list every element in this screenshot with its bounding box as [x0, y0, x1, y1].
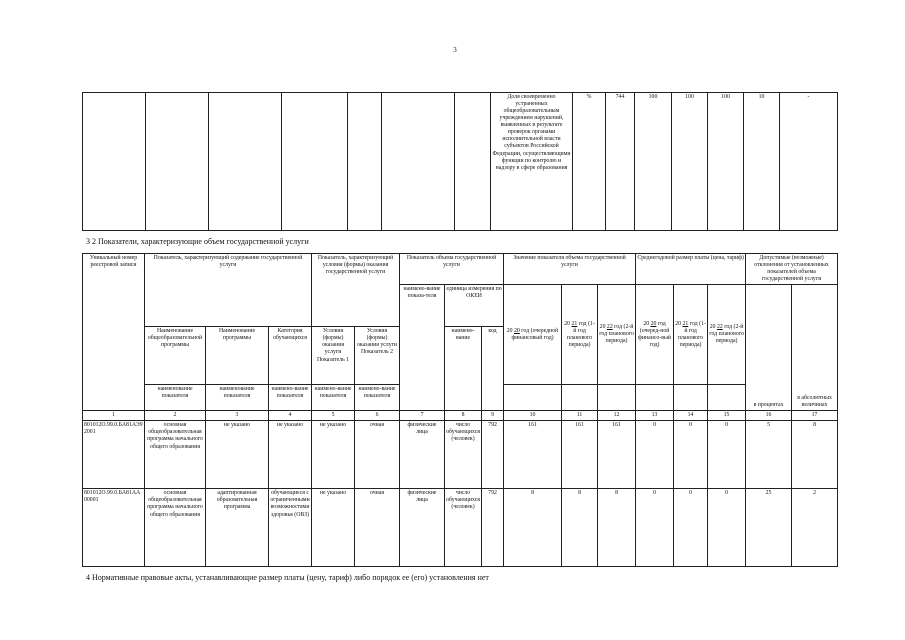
- indicator-name: Доля своевременно устраненных общеобразовательным учреждением нарушений, выявленных в результате проверок органами исполнительной власти субъектов Российской Федерации, осуществляющими функции по контролю и надзору в сфере образования: [491, 93, 573, 231]
- footer-note: 4 Нормативные правовые акты, устанавливающие размер платы (цену, тариф) либо порядок ее (его) установления нет: [86, 573, 489, 582]
- header-pname-4: наимено-вание показателя: [269, 385, 312, 411]
- empty-cell: [146, 93, 209, 231]
- header-sub-5: Условия (формы) оказания услуги Показатель 2: [355, 327, 400, 385]
- header-row-1: [83, 254, 838, 285]
- row-price-y3: 0: [708, 421, 746, 489]
- indicator-value-y3: 100: [708, 93, 744, 231]
- empty-cell: [504, 385, 562, 411]
- header-sub-4: Условия (формы) оказания услуги Показатель 1: [312, 327, 355, 385]
- row-vol-name: физические лица: [400, 489, 445, 567]
- col-number: 11: [562, 411, 598, 421]
- row-unit-name: число обучающихся (человек): [445, 489, 482, 567]
- col-number: 2: [145, 411, 206, 421]
- row-price-y1: 0: [636, 421, 674, 489]
- section-heading: 3 2 Показатели, характеризующие объем государственной услуги: [86, 237, 309, 246]
- header-conditions: Показатель, характеризующий условия (формы) оказания государственной услуги: [312, 254, 400, 327]
- col-number: 16: [746, 411, 792, 421]
- col-number: 4: [269, 411, 312, 421]
- row-program-name: адаптированная образовательная программа: [206, 489, 269, 567]
- header-pname-5: наимено-вание показателя: [312, 385, 355, 411]
- empty-cell: [708, 385, 746, 411]
- page-number: 3: [453, 46, 457, 54]
- row-price-y1: 0: [636, 489, 674, 567]
- header-price-year-1: 20 20 год (очеред-ной финансо-вый год): [636, 285, 674, 385]
- header-value: Значение показателя объема государственной услуги: [504, 254, 636, 285]
- col-number: 3: [206, 411, 269, 421]
- row-reg: 801012О.99.0.БА81АА00001: [83, 489, 145, 567]
- row-value-y1: 161: [504, 421, 562, 489]
- volume-indicators-table: [82, 253, 838, 567]
- indicator-value-y2: 100: [672, 93, 708, 231]
- header-sub-3: Категория обучающихся: [269, 327, 312, 385]
- col-number: 5: [312, 411, 355, 421]
- empty-cell: [674, 385, 708, 411]
- header-year-2: 20 21 год (1-й год планового периода): [562, 285, 598, 385]
- indicator-unit: %: [573, 93, 606, 231]
- header-year-3: 20 22 год (2-й год планового периода): [598, 285, 636, 385]
- indicator-value-y1: 100: [635, 93, 672, 231]
- row-value-y3: 8: [598, 489, 636, 567]
- empty-cell: [348, 93, 382, 231]
- indicator-code: 744: [606, 93, 635, 231]
- header-unit-name: наимено-вание: [445, 327, 482, 411]
- col-number: 1: [83, 411, 145, 421]
- row-value-y3: 161: [598, 421, 636, 489]
- indicator-dev-abs: -: [780, 93, 838, 231]
- header-unit-code: код: [482, 327, 504, 411]
- row-unit-code: 792: [482, 489, 504, 567]
- row-category: обучающиеся с ограниченными возможностями здоровья (ОВЗ): [269, 489, 312, 567]
- quality-row: [83, 93, 838, 231]
- row-price-y2: 0: [674, 489, 708, 567]
- header-reg: Уникальный номер реестровой записи: [83, 254, 145, 411]
- row-category: не указано: [269, 421, 312, 489]
- col-number: 7: [400, 411, 445, 421]
- row-dev-abs: 2: [792, 489, 838, 567]
- col-number: 6: [355, 411, 400, 421]
- col-number: 12: [598, 411, 636, 421]
- row-condition-1: не указано: [312, 489, 355, 567]
- quality-indicators-table-continued: [82, 92, 838, 231]
- empty-cell: [455, 93, 491, 231]
- row-dev-pct: 5: [746, 421, 792, 489]
- col-number: 15: [708, 411, 746, 421]
- header-pname-3: наименование показателя: [206, 385, 269, 411]
- header-dev-abs: в абсолютных величинах: [792, 285, 838, 411]
- empty-cell: [636, 385, 674, 411]
- row-condition-2: очная: [355, 489, 400, 567]
- header-vol-unit: единица измерения по ОКЕИ: [445, 285, 504, 327]
- row-value-y1: 8: [504, 489, 562, 567]
- header-year-1: 20 20 год (очередной финансовый год): [504, 285, 562, 385]
- col-number: 9: [482, 411, 504, 421]
- row-program-name: не указано: [206, 421, 269, 489]
- row-dev-pct: 25: [746, 489, 792, 567]
- column-numbers-row: [83, 411, 838, 421]
- header-deviation: Допустимые (возможные) отклонения от установленных показателей объема государственной услуги: [746, 254, 838, 285]
- empty-cell: [382, 93, 455, 231]
- row-vol-name: физические лица: [400, 421, 445, 489]
- row-price-y3: 0: [708, 489, 746, 567]
- row-value-y2: 161: [562, 421, 598, 489]
- header-sub-1: Наименование общеобразовательной программы: [145, 327, 206, 385]
- row-condition-1: не указано: [312, 421, 355, 489]
- empty-cell: [83, 93, 146, 231]
- col-number: 14: [674, 411, 708, 421]
- row-unit-name: число обучающихся (человек): [445, 421, 482, 489]
- empty-cell: [282, 93, 348, 231]
- col-number: 10: [504, 411, 562, 421]
- empty-cell: [209, 93, 282, 231]
- col-number: 13: [636, 411, 674, 421]
- header-content: Показатель, характеризующий содержание государственной услуги: [145, 254, 312, 327]
- col-number: 17: [792, 411, 838, 421]
- row-condition-2: очная: [355, 421, 400, 489]
- row-dev-abs: 8: [792, 421, 838, 489]
- row-program: основная общеобразовательная программа начального общего образования: [145, 489, 206, 567]
- header-vol-name: наимено-вание показа-теля: [400, 285, 445, 411]
- row-price-y2: 0: [674, 421, 708, 489]
- header-price-year-3: 20 22 год (2-й год планового периода): [708, 285, 746, 385]
- empty-cell: [562, 385, 598, 411]
- row-value-y2: 8: [562, 489, 598, 567]
- empty-cell: [598, 385, 636, 411]
- table-row: [83, 421, 838, 489]
- header-pname-2: наименование показателя: [145, 385, 206, 411]
- header-volume: Показатель объема государственной услуги: [400, 254, 504, 285]
- row-reg: 801012О.99.0.БА81АЭ92001: [83, 421, 145, 489]
- indicator-dev-pct: 10: [744, 93, 780, 231]
- col-number: 8: [445, 411, 482, 421]
- header-pname-6: наимено-вание показателя: [355, 385, 400, 411]
- row-unit-code: 792: [482, 421, 504, 489]
- header-price-year-2: 20 21 год (1-й год планового периода): [674, 285, 708, 385]
- header-price: Среднегодовой размер платы (цена, тариф): [636, 254, 746, 285]
- header-sub-2: Наименование программы: [206, 327, 269, 385]
- row-program: основная общеобразовательная программа начального общего образования: [145, 421, 206, 489]
- header-dev-pct: в процентах: [746, 285, 792, 411]
- table-row: [83, 489, 838, 567]
